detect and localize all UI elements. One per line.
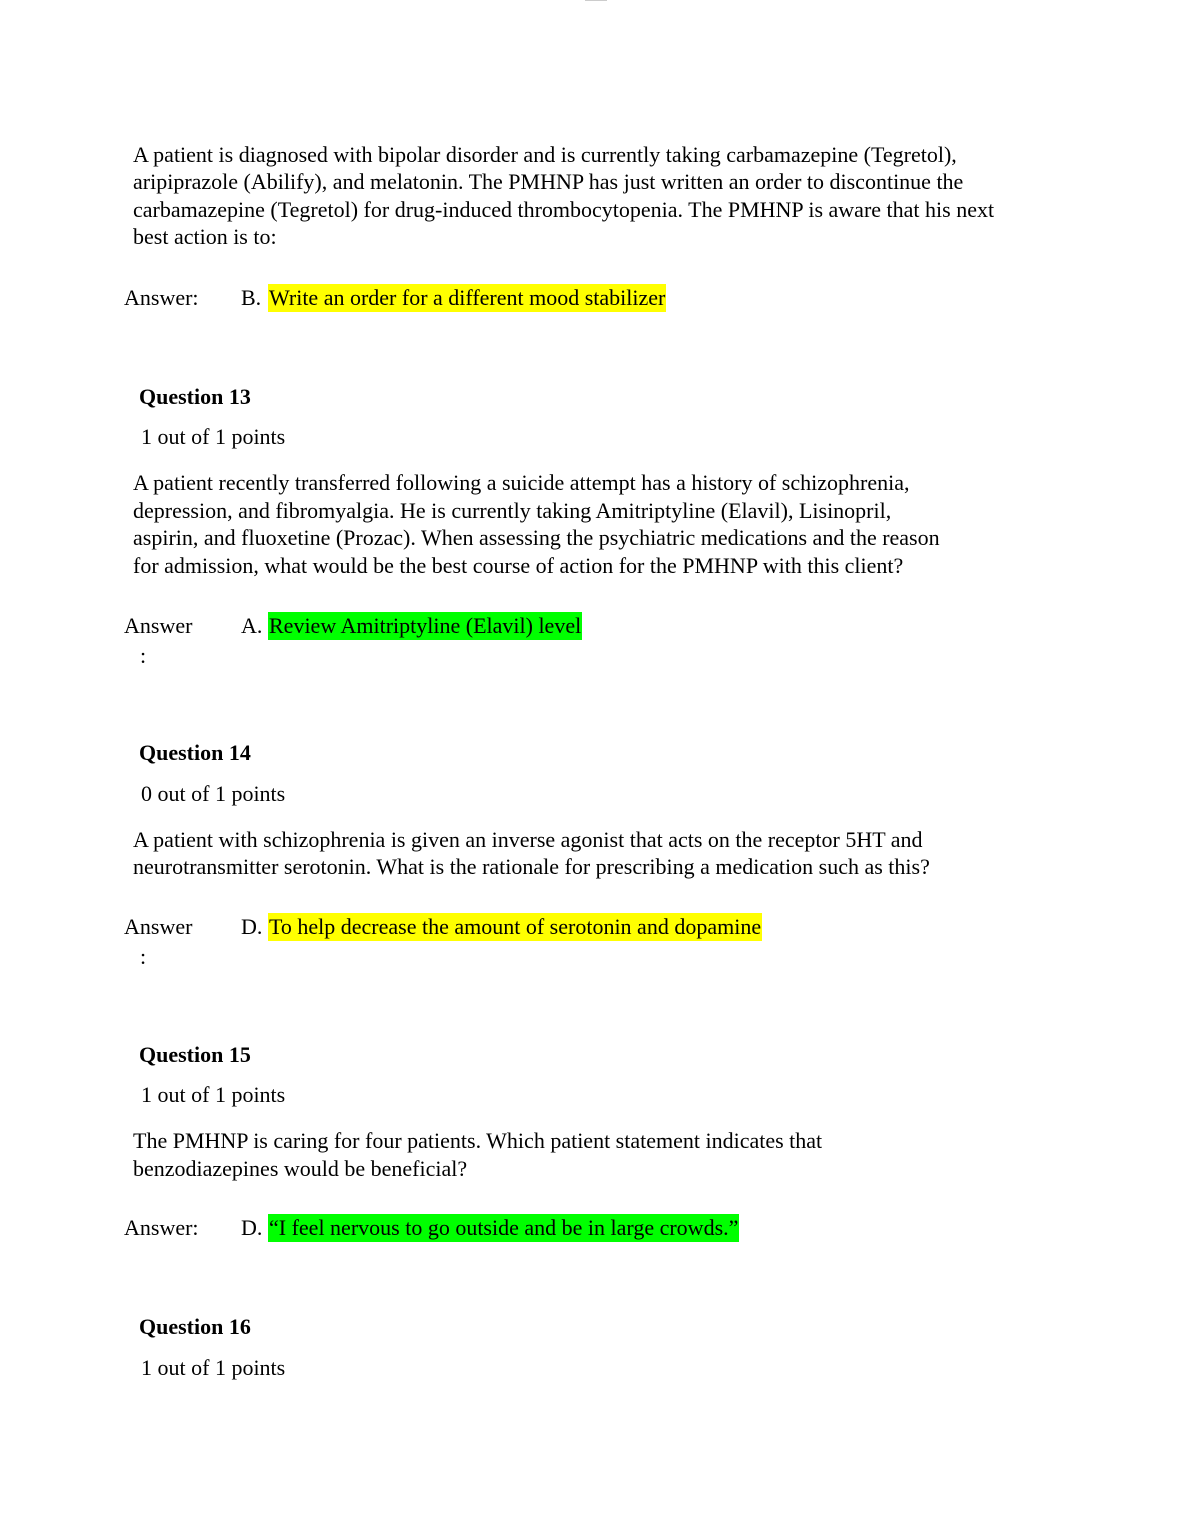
answer-label: Answer [124, 613, 193, 638]
question-text-line: benzodiazepines would be beneficial? [133, 1156, 468, 1181]
question-title: Question 13 [139, 384, 251, 409]
question-text-line: neurotransmitter serotonin. What is the rationale for prescribing a medication such as this? [133, 854, 930, 879]
question-text-line: A patient is diagnosed with bipolar disorder and is currently taking carbamazepine (Tegretol), [133, 142, 957, 167]
answer-text-highlighted: Write an order for a different mood stabilizer [269, 285, 666, 310]
question-text-line: for admission, what would be the best course of action for the PMHNP with this client? [133, 553, 904, 578]
question-points: 1 out of 1 points [141, 1082, 286, 1107]
question-title: Question 15 [139, 1042, 251, 1067]
question-title: Question 14 [139, 740, 251, 765]
question-title: Question 16 [139, 1314, 251, 1339]
answer-label: Answer: [124, 285, 199, 310]
answer-letter: D. [241, 914, 263, 939]
question-points: 1 out of 1 points [141, 1355, 286, 1380]
question-text-line: aripiprazole (Abilify), and melatonin. The PMHNP has just written an order to discontinue the [133, 169, 964, 194]
answer-label: Answer: [124, 1215, 199, 1240]
answer-text-highlighted: “I feel nervous to go outside and be in large crowds.” [269, 1215, 739, 1240]
question-text-line: best action is to: [133, 224, 277, 249]
question-text-line: A patient recently transferred following a suicide attempt has a history of schizophrenia, [133, 470, 910, 495]
question-text-line: depression, and fibromyalgia. He is currently taking Amitriptyline (Elavil), Lisinopril, [133, 498, 892, 523]
question-text-line: aspirin, and fluoxetine (Prozac). When assessing the psychiatric medications and the reason [133, 525, 940, 550]
question-points: 1 out of 1 points [141, 424, 286, 449]
question-text-line: The PMHNP is caring for four patients. Which patient statement indicates that [133, 1128, 823, 1153]
answer-label: Answer [124, 914, 193, 939]
answer-letter: D. [241, 1215, 263, 1240]
answer-letter: A. [241, 613, 263, 638]
answer-label-colon: : [140, 944, 147, 969]
question-text-line: carbamazepine (Tegretol) for drug-induced thrombocytopenia. The PMHNP is aware that his next [133, 197, 995, 222]
header-mark [585, 0, 607, 1]
answer-label-colon: : [140, 643, 147, 668]
answer-letter: B. [241, 285, 262, 310]
question-text-line: A patient with schizophrenia is given an inverse agonist that acts on the receptor 5HT and [133, 827, 923, 852]
answer-text-highlighted: To help decrease the amount of serotonin and dopamine [269, 914, 762, 939]
answer-text-highlighted: Review Amitriptyline (Elavil) level [269, 613, 582, 638]
question-points: 0 out of 1 points [141, 781, 286, 806]
